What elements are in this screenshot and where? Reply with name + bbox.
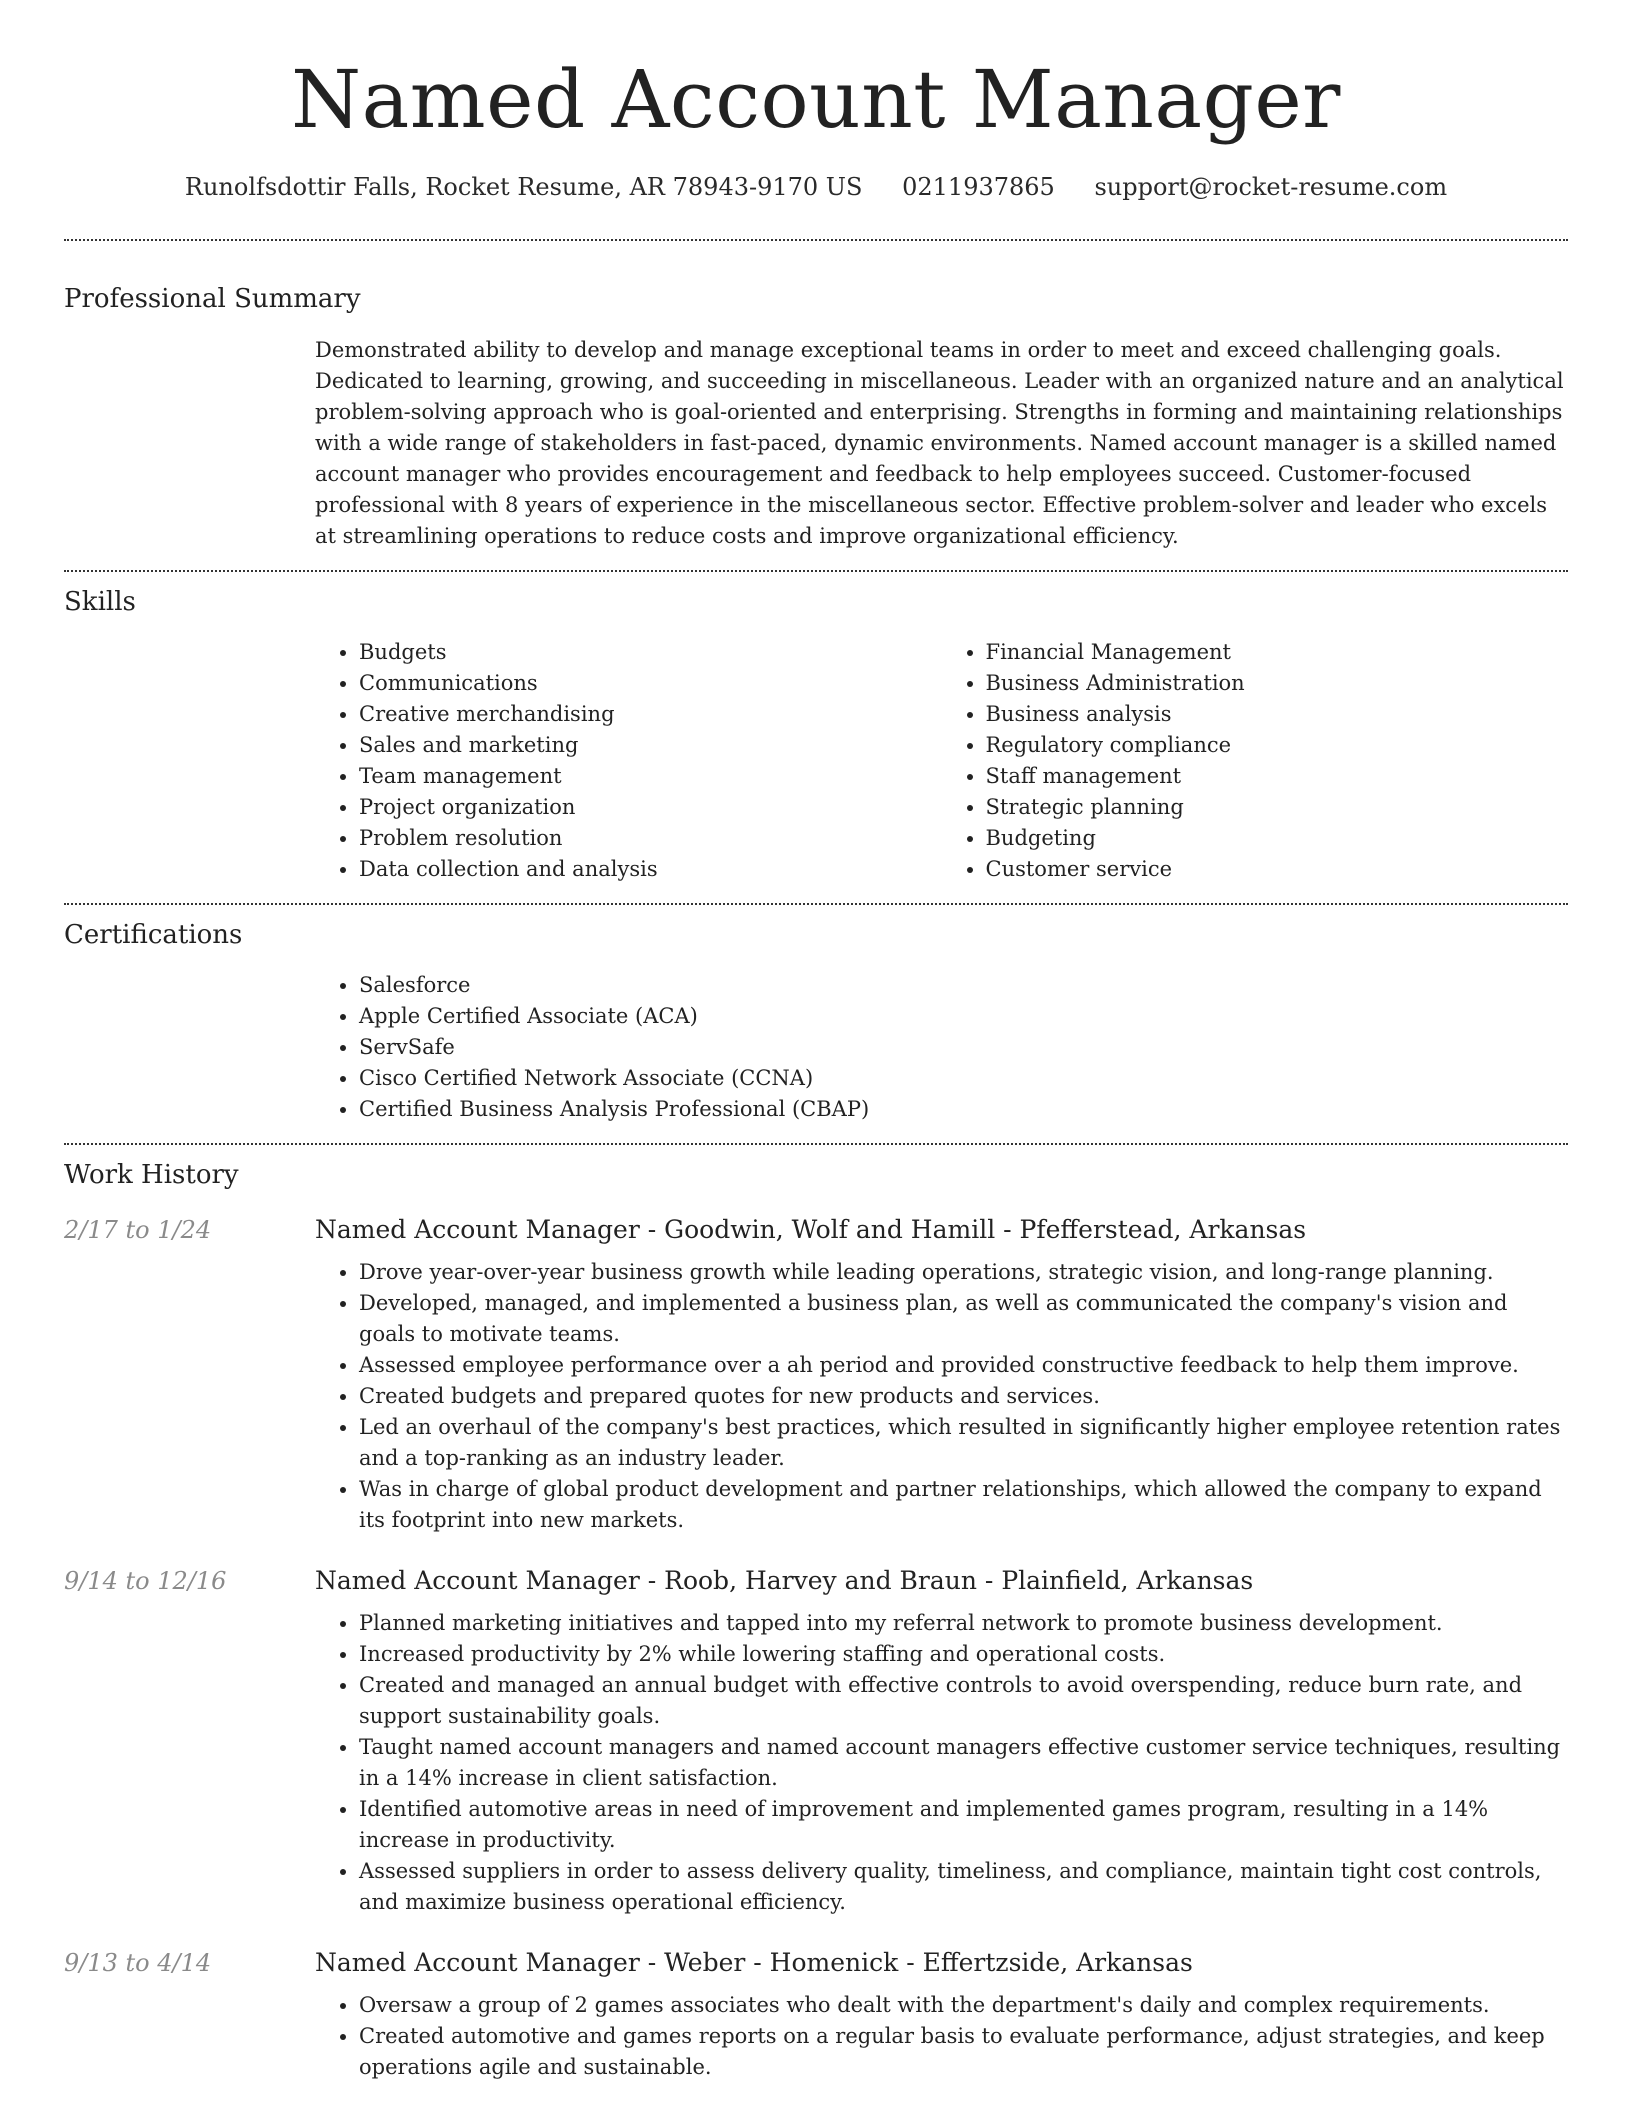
resume-header [64,0,1568,204]
section-divider [64,903,1568,905]
skill-item: • Data collection and analysis [359,854,942,885]
skill-item: • Team management [359,761,942,792]
job-bullet: • Identified automotive areas in need of improvement and implemented games program, resulting in a 14% increase in productivity. [359,1794,1568,1856]
job-bullet: • Increased productivity by 2% while lowering staffing and operational costs. [359,1639,1568,1670]
job-title: Named Account Manager - Roob, Harvey and Braun - Plainfield, Arkansas [315,1566,1254,1595]
skill-item: • Sales and marketing [359,730,942,761]
job-bullet: • Created automotive and games reports on a regular basis to evaluate performance, adjust strategies, and keep operations agile and sustainable. [359,2021,1568,2083]
job-body [315,1213,1568,1536]
section-title-certifications: Certifications [64,920,243,950]
section-title-work-history: Work History [64,1160,239,1190]
summary-content [315,335,1568,552]
job-body [315,1946,1568,2083]
job-date: 9/13 to 4/14 [64,1949,212,1977]
job-bullet: • Created and managed an annual budget with effective controls to avoid overspending, reduce burn rate, and support sustainability goals. [359,1670,1568,1732]
skill-item: • Budgets [359,637,942,668]
skill-item: • Business Administration [986,668,1569,699]
skills-section [64,584,1568,885]
job-date: 2/17 to 1/24 [64,1216,212,1244]
skill-item: • Customer service [986,854,1569,885]
job-bullet: • Oversaw a group of 2 games associates who dealt with the department's daily and complex requirements. [359,1990,1568,2021]
job-bullet: • Created budgets and prepared quotes for new products and services. [359,1381,1568,1412]
section-title-summary: Professional Summary [64,284,361,314]
skill-item: • Budgeting [986,823,1569,854]
job-bullet: • Assessed employee performance over a ah period and provided constructive feedback to help them improve. [359,1350,1568,1381]
section-divider [64,239,1568,241]
job-bullet: • Led an overhaul of the company's best practices, which resulted in significantly higher employee retention rates and a top-ranking as an industry leader. [359,1412,1568,1474]
section-divider [64,1143,1568,1145]
email: support@rocket-resume.com [1094,173,1448,201]
skill-item: • Problem resolution [359,823,942,854]
job-bullet: • Assessed suppliers in order to assess delivery quality, timeliness, and compliance, maintain tight cost controls, and maximize business operational efficiency. [359,1856,1568,1918]
skill-item: • Creative merchandising [359,699,942,730]
phone: 0211937865 [902,173,1055,201]
job-bullets [315,1257,1568,1536]
summary-section [64,281,1568,552]
certification-item: • Apple Certified Associate (ACA) [359,1001,1568,1032]
job-title: Named Account Manager - Goodwin, Wolf and Hamill - Pfefferstead, Arkansas [315,1215,1307,1244]
job-body [315,1564,1568,1918]
section-divider [64,570,1568,572]
skills-columns [315,637,1568,885]
certification-item: • ServSafe [359,1032,1568,1063]
skills-list-right [942,637,1569,885]
contact-line [64,170,1568,204]
work-history-section [64,1157,1568,2083]
job-bullets [315,1608,1568,1918]
job-entry [64,1946,1568,2083]
job-bullet: • Was in charge of global product development and partner relationships, which allowed the company to expand its footprint into new markets. [359,1474,1568,1536]
certification-item: • Salesforce [359,970,1568,1001]
skill-item: • Communications [359,668,942,699]
skill-item: • Regulatory compliance [986,730,1569,761]
certifications-section [64,917,1568,1125]
job-entry [64,1564,1568,1918]
certifications-list [315,970,1568,1125]
job-bullet: • Planned marketing initiatives and tapped into my referral network to promote business development. [359,1608,1568,1639]
section-title-skills: Skills [64,587,136,617]
address: Runolfsdottir Falls, Rocket Resume, AR 78943-9170 US [184,173,863,201]
resume-page [64,0,1568,2083]
job-date: 9/14 to 12/16 [64,1567,227,1595]
candidate-name: Named Account Manager [291,53,1341,146]
skills-list-left [315,637,942,885]
certifications-content [315,970,1568,1125]
job-entry [64,1213,1568,1536]
skill-item: • Strategic planning [986,792,1569,823]
job-bullet: • Developed, managed, and implemented a business plan, as well as communicated the company's vision and goals to motivate teams. [359,1288,1568,1350]
certification-item: • Cisco Certified Network Associate (CCNA) [359,1063,1568,1094]
summary-text: Demonstrated ability to develop and manage exceptional teams in order to meet and exceed challenging goals. Dedicated to learning, growing, and succeeding in miscellaneous. Leader with an organized nature and an analytical problem-solving approach who is goal-oriented and enterprising. Strengths in forming and maintaining relationships with a wide range of stakeholders in fast-paced, dynamic environments. Named account manager is a skilled named account manager who provides encouragement and feedback to help employees succeed. Customer-focused professional with 8 years of experience in the miscellaneous sector. Effective problem-solver and leader who excels at streamlining operations to reduce costs and improve organizational efficiency. [315,338,1564,548]
skill-item: • Project organization [359,792,942,823]
certification-item: • Certified Business Analysis Professional (CBAP) [359,1094,1568,1125]
job-bullet: • Drove year-over-year business growth while leading operations, strategic vision, and long-range planning. [359,1257,1568,1288]
skill-item: • Staff management [986,761,1569,792]
job-bullets [315,1990,1568,2083]
skill-item: • Financial Management [986,637,1569,668]
job-bullet: • Taught named account managers and named account managers effective customer service techniques, resulting in a 14% increase in client satisfaction. [359,1732,1568,1794]
skill-item: • Business analysis [986,699,1569,730]
job-title: Named Account Manager - Weber - Homenick - Effertzside, Arkansas [315,1948,1193,1977]
